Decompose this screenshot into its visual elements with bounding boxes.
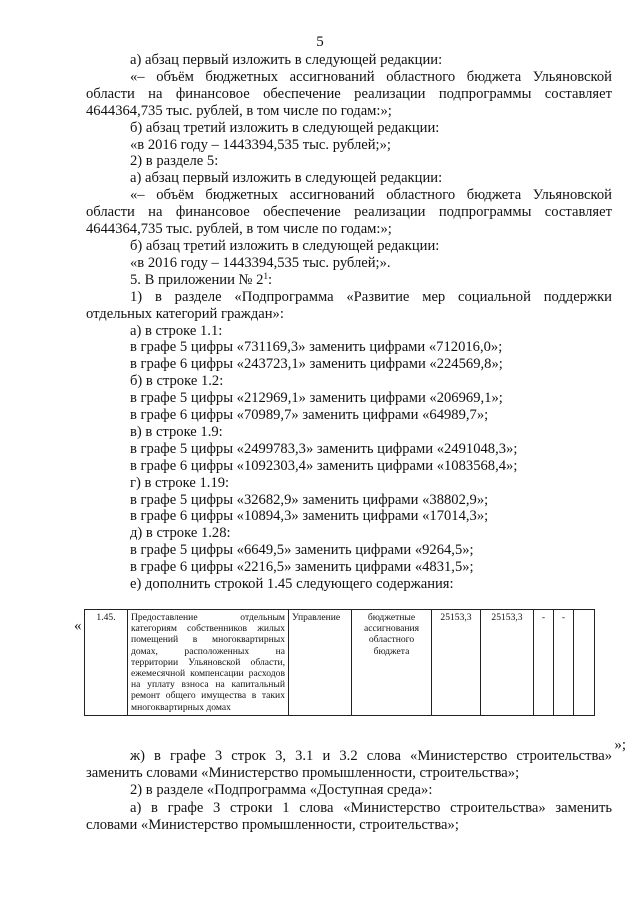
row-dash: - — [554, 610, 574, 716]
text-line: заменить словами «Министерство промышленности, строительства»; — [86, 765, 520, 782]
text-line: в графе 5 цифры «212969,1» заменить цифрами «206969,1»; — [130, 390, 503, 407]
text-line: е) дополнить строкой 1.45 следующего содержания: — [130, 576, 454, 593]
text-line: 2) в разделе 5: — [130, 153, 219, 170]
text-line: а) в строке 1.1: — [130, 322, 223, 339]
page-number: 5 — [316, 34, 324, 50]
text-line: в графе 5 цифры «731169,3» заменить цифрами «712016,0»; — [130, 339, 503, 356]
row-funding-source: бюджетные ассигнования областного бюджета — [352, 610, 432, 716]
text-line: в графе 6 цифры «2216,5» заменить цифрами «4831,5»; — [130, 559, 474, 576]
text-line: «в 2016 году – 1443394,535 тыс. рублей;». — [130, 254, 391, 271]
row-description: Предоставление отдельным категориям собственников жилых помещений в многоквартирных домах, расположенных на территории Ульяновской области, ежемесячной компенсации расходов на уплату взноса на капитальный ремонт общего имущества в таких многоквартирных домах — [128, 610, 289, 716]
text-line: «– объём бюджетных ассигнований областного бюджета Ульяновской — [130, 187, 612, 204]
text-line: области на финансовое обеспечение реализации подпрограммы составляет — [86, 204, 612, 221]
text-line: в графе 6 цифры «1092303,4» заменить цифрами «1083568,4»; — [130, 457, 518, 474]
inserted-row-table — [74, 609, 626, 753]
text-line: в графе 5 цифры «6649,5» заменить цифрами «9264,5»; — [130, 542, 474, 559]
opening-quote: « — [74, 618, 82, 634]
text-line: в графе 5 цифры «32682,9» заменить цифрами «38802,9»; — [130, 491, 489, 508]
text-line: 4644364,735 тыс. рублей, в том числе по годам:»; — [86, 221, 392, 238]
row-total: 25153,3 — [432, 610, 481, 716]
text-line: «в 2016 году – 1443394,535 тыс. рублей;»; — [130, 136, 391, 153]
text-line: в графе 6 цифры «10894,3» заменить цифрами «17014,3»; — [130, 508, 489, 525]
text-line: г) в строке 1.19: — [130, 474, 230, 491]
text-line — [86, 272, 612, 289]
text-line: 2) в разделе «Подпрограмма «Доступная среда»: — [130, 782, 433, 799]
row-empty-cell — [574, 610, 595, 716]
text-line: 4644364,735 тыс. рублей, в том числе по годам:»; — [86, 102, 392, 119]
text-line: а) в графе 3 строки 1 слова «Министерство строительства» заменить — [130, 799, 612, 816]
text-line: ж) в графе 3 строк 3, 3.1 и 3.2 слова «Министерство строительства» — [130, 748, 612, 764]
text-line: д) в строке 1.28: — [130, 525, 231, 542]
text-line: «– объём бюджетных ассигнований областного бюджета Ульяновской — [130, 68, 612, 85]
table-1-45 — [84, 609, 595, 716]
closing-quote: »; — [614, 737, 626, 753]
text-line: а) абзац первый изложить в следующей редакции: — [130, 170, 443, 187]
document-body-continued — [86, 748, 612, 834]
text-line: в) в строке 1.9: — [130, 423, 223, 440]
text-line: в графе 6 цифры «70989,7» заменить цифрами «64989,7»; — [130, 407, 489, 424]
row-2016: 25153,3 — [481, 610, 534, 716]
text-line: отдельных категорий граждан»: — [86, 305, 284, 322]
text-line: в графе 6 цифры «243723,1» заменить цифрами «224569,8»; — [130, 356, 503, 373]
row-number: 1.45. — [85, 610, 128, 716]
text-line: 1) в разделе «Подпрограмма «Развитие мер социальной поддержки — [130, 288, 612, 305]
text-line: области на финансовое обеспечение реализации подпрограммы составляет — [86, 85, 612, 102]
row-dash: - — [534, 610, 554, 716]
row-executor: Управление — [289, 610, 352, 716]
colon: : — [267, 271, 272, 288]
appendix-ref: 5. В приложении № 2 — [130, 271, 264, 288]
text-line: в графе 5 цифры «2499783,3» заменить цифрами «2491048,3»; — [130, 440, 518, 457]
superscript: 1 — [263, 270, 268, 281]
text-line: б) в строке 1.2: — [130, 373, 224, 390]
text-line: б) абзац третий изложить в следующей редакции: — [130, 119, 440, 136]
document-body — [86, 52, 612, 593]
text-line: б) абзац третий изложить в следующей редакции: — [130, 237, 440, 254]
text-line: а) абзац первый изложить в следующей редакции: — [130, 52, 443, 68]
text-line: словами «Министерство промышленности, строительства»; — [86, 816, 459, 833]
table-row — [85, 610, 595, 716]
